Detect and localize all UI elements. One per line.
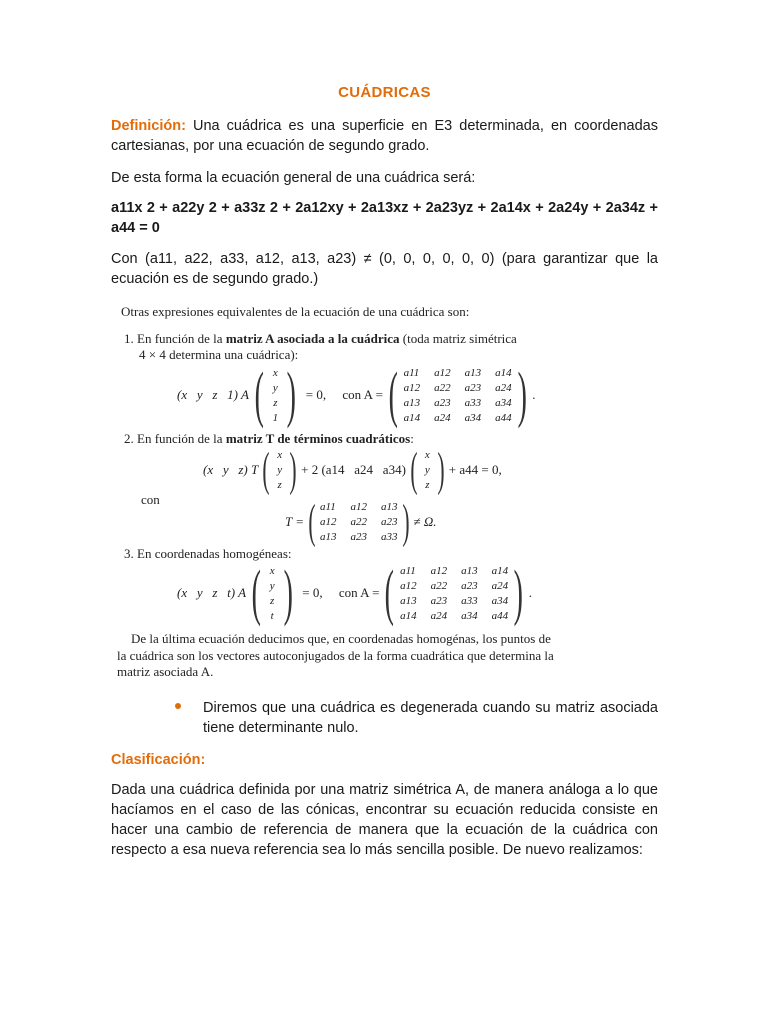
matrix-cell: a33 xyxy=(464,396,482,409)
eq1-period: . xyxy=(532,387,536,402)
matrix-cell: a34 xyxy=(461,609,478,622)
matrix-cell: a14 xyxy=(491,564,509,577)
matrix-cell: a13 xyxy=(461,564,478,577)
eq2-end: + a44 = 0, xyxy=(448,462,502,477)
equivalent-expressions-figure xyxy=(111,298,611,680)
eq1-vector xyxy=(270,366,282,425)
figure-closing-line2: la cuádrica son los vectores autoconjugados de la forma cuadrática que determina la xyxy=(117,648,554,663)
eq2-vector xyxy=(274,448,285,492)
matrix-cell: a44 xyxy=(495,411,512,424)
figure-item3: 3. En coordenadas homogéneas: xyxy=(124,546,292,561)
paren-open: ( xyxy=(388,361,398,429)
figure-item1-cont: 4 × 4 determina una cuádrica): xyxy=(139,347,299,362)
matrix-a xyxy=(404,366,512,425)
classification-heading: Clasificación: xyxy=(111,752,206,768)
vector-entry: y xyxy=(272,381,278,394)
eq2-mid: + 2 (a14 a24 a34) xyxy=(301,462,406,477)
bullet-dot-icon xyxy=(175,700,185,710)
matrix-cell: a24 xyxy=(434,411,451,424)
matrix-t-lhs: T = xyxy=(285,514,305,529)
figure-closing-line1: De la última ecuación deducimos que, en coordenadas homogénas, los puntos de xyxy=(131,631,551,646)
matrix-cell: a34 xyxy=(495,396,512,409)
matrix-cell: a33 xyxy=(381,531,398,543)
matrix-cell: a22 xyxy=(434,381,451,394)
definition-paragraph xyxy=(111,116,658,156)
vector-entry: 1 xyxy=(272,411,279,424)
eq1-left: (x y z 1) A xyxy=(177,387,249,402)
matrix-cell: a14 xyxy=(403,411,421,424)
matrix-cell: a22 xyxy=(430,579,448,592)
vector-entry: t xyxy=(270,609,274,622)
matrix-cell: a23 xyxy=(430,594,448,607)
paren-open: ( xyxy=(308,495,316,548)
matrix-cell: a13 xyxy=(403,396,421,409)
eq3-period: . xyxy=(528,585,532,600)
matrix-cell: a13 xyxy=(381,501,398,513)
item2-text-a: 2. En función de la xyxy=(124,431,226,446)
eq2-left: (x y z) T xyxy=(203,462,259,477)
matrix-cell: a34 xyxy=(464,411,482,424)
matrix-cell: a23 xyxy=(464,381,482,394)
paren-open: ( xyxy=(254,361,264,429)
eq2-vector-b xyxy=(422,448,433,492)
matrix-cell: a12 xyxy=(350,501,368,513)
matrix-cell: a11 xyxy=(320,501,336,513)
matrix-a-homog xyxy=(400,564,508,623)
item2-text-bold: matriz T de términos cuadráticos xyxy=(225,431,411,446)
matrix-cell: a24 xyxy=(430,609,448,622)
paren-open: ( xyxy=(251,559,262,627)
eq3-mid: = 0, con A = xyxy=(302,585,380,600)
matrix-cell: a12 xyxy=(320,516,337,528)
matrix-cell: a34 xyxy=(491,594,509,607)
vector-entry: z xyxy=(270,594,275,607)
equation-matrix-t xyxy=(285,495,437,548)
eq1-mid: = 0, con A = xyxy=(305,387,383,402)
figure-closing-line3: matriz asociada A. xyxy=(117,664,214,679)
paren-open: ( xyxy=(385,559,395,627)
matrix-cell: a24 xyxy=(495,381,512,394)
matrix-cell: a14 xyxy=(400,609,417,622)
matrix-cell: a12 xyxy=(430,564,448,577)
vector-entry: x xyxy=(277,449,283,461)
paren-close: ) xyxy=(401,495,410,548)
paren-close: ) xyxy=(513,559,524,627)
page-title: CUÁDRICAS xyxy=(338,84,431,101)
matrix-cell: a13 xyxy=(320,531,337,543)
figure-con: con xyxy=(141,492,160,507)
vector-entry: x xyxy=(272,366,278,379)
vector-entry: y xyxy=(277,464,283,476)
item1-text-bold: matriz A asociada a la cuádrica xyxy=(225,331,400,346)
degenerate-bullet-text: Diremos que una cuádrica es degenerada cuando su matriz asociada tiene determinante nulo. xyxy=(203,700,658,736)
matrix-cell: a23 xyxy=(350,531,368,543)
matrix-cell: a11 xyxy=(403,366,420,379)
matrix-cell: a23 xyxy=(381,516,398,528)
matrix-cell: a12 xyxy=(400,579,417,592)
vector-entry: z xyxy=(273,396,278,409)
matrix-cell: a11 xyxy=(400,564,416,577)
definition-text: Una cuádrica es una superficie en E3 determinada, en coordenadas cartesianas, por una ecuación de segundo grado. xyxy=(111,118,658,154)
vector-entry: x xyxy=(424,449,430,461)
matrix-cell: a12 xyxy=(434,366,451,379)
matrix-cell: a23 xyxy=(434,396,451,409)
vector-entry: x xyxy=(269,564,275,577)
paren-close: ) xyxy=(283,559,293,627)
vector-entry: y xyxy=(424,464,430,476)
general-equation: a11x 2 + a22y 2 + a33z 2 + 2a12xy + 2a13xz + 2a23yz + 2a14x + 2a24y + 2a34z + a44 = 0 xyxy=(111,200,658,236)
paren-open: ( xyxy=(262,443,270,496)
matrix-t-rhs: ≠ Ω. xyxy=(413,514,437,529)
figure-item1 xyxy=(124,331,517,347)
paren-close: ) xyxy=(286,361,297,429)
vector-entry: y xyxy=(269,579,275,592)
matrix-cell: a12 xyxy=(403,381,421,394)
item1-text-c: (toda matriz simétrica xyxy=(399,331,517,346)
condition-paragraph: Con (a11, a22, a33, a12, a13, a23) ≠ (0, 0, 0, 0, 0, 0) (para garantizar que la ecuación es de segundo grado.) xyxy=(111,251,658,287)
vector-entry: z xyxy=(277,479,282,491)
paren-close: ) xyxy=(437,443,445,496)
equation2 xyxy=(203,443,502,496)
matrix-cell: a13 xyxy=(400,594,417,607)
matrix-cell: a22 xyxy=(350,516,368,528)
matrix-cell: a13 xyxy=(464,366,482,379)
equation3 xyxy=(177,559,532,627)
item1-text-a: 1. En función de la xyxy=(124,331,226,346)
equation1 xyxy=(177,361,536,429)
matrix-cell: a14 xyxy=(495,366,512,379)
eq3-vector xyxy=(267,564,278,623)
figure-heading: Otras expresiones equivalentes de la ecuación de una cuádrica son: xyxy=(121,304,470,319)
definition-label: Definición: xyxy=(111,118,186,134)
matrix-t xyxy=(320,500,398,544)
classification-paragraph: Dada una cuádrica definida por una matriz simétrica A, de manera análoga a lo que hacíamos en el caso de las cónicas, encontrar su ecuación reducida consiste en hacer una cambio de referencia de manera que la ecuación de la cuádrica con respecto a esa nueva referencia sea lo más sencilla posible. De nuevo realizamos: xyxy=(111,782,658,858)
paren-close: ) xyxy=(517,361,527,429)
paren-open: ( xyxy=(410,443,418,496)
intro-paragraph: De esta forma la ecuación general de una cuádrica será: xyxy=(111,170,476,186)
matrix-cell: a24 xyxy=(491,579,509,592)
paren-close: ) xyxy=(289,443,297,496)
matrix-cell: a23 xyxy=(461,579,478,592)
vector-entry: z xyxy=(425,479,430,491)
eq3-left: (x y z t) A xyxy=(177,585,247,600)
matrix-cell: a33 xyxy=(461,594,478,607)
item2-text-c: : xyxy=(410,431,414,446)
matrix-cell: a44 xyxy=(491,609,509,622)
